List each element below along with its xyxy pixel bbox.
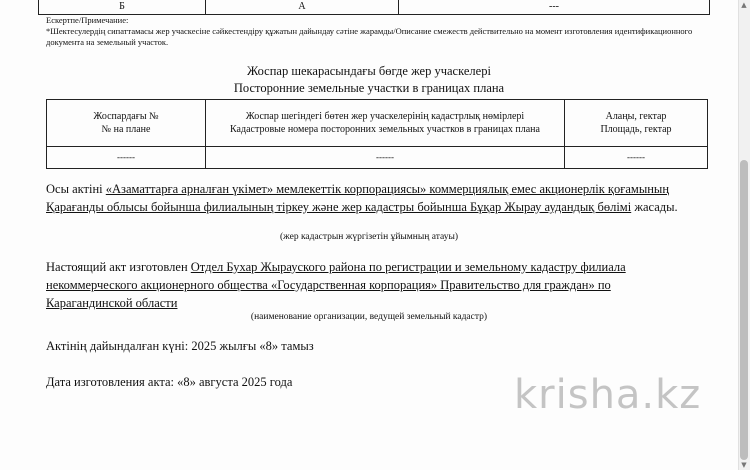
act-suffix-kz: жасады.: [631, 200, 678, 214]
notes-title: Ескертпе/Примечание:: [46, 15, 129, 25]
act-prefix-ru: Настоящий акт изготовлен: [46, 260, 191, 274]
scrollbar-thumb[interactable]: [740, 160, 748, 460]
date-ru: Дата изготовления акта: «8» августа 2025 года: [46, 375, 293, 389]
scroll-down-icon[interactable]: ▼: [741, 461, 747, 469]
plan-table: [46, 99, 708, 169]
caption-ru: (наименование организации, ведущей земельный кадастр): [250, 312, 488, 322]
organization-name-kz: «Азаматтарға арналған үкімет» мемлекеттік корпорациясы» коммерциялық емес акционерлік қоғамының Қарағанды облысы бойынша филиалының тіркеу және жер кадастры бойынша Бұқар Жырау аудандық бөлімі: [46, 182, 670, 214]
top-table-cell: ---: [549, 1, 559, 12]
top-table-cell: А: [206, 0, 399, 14]
plan-table-cell: ------: [206, 147, 565, 169]
plan-table-header-area: Алаңы, гектар Площадь, гектар: [565, 100, 708, 147]
top-table-fragment: [38, 0, 710, 15]
plan-table-cell: ------: [565, 147, 708, 169]
date-kz: Актінің дайындалған күні: 2025 жылғы «8» тамыз: [46, 339, 314, 353]
organization-name-ru: Отдел Бухар Жырауского района по регистрации и земельному кадастру филиала некоммерческого акционерного общества «Государственная корпорация» Правительство для граждан» по Карагандинской области: [46, 260, 626, 310]
section-title-kz: Жоспар шекарасындағы бөгде жер учаскелері: [247, 64, 491, 78]
plan-table-header-number: Жоспардағы № № на плане: [47, 100, 206, 147]
plan-table-header-cadastral: Жоспар шегіндегі бөтен жер учаскелерінің кадастрлық нөмірлері Кадастровые номера посторонних земельных участков в границах плана: [206, 100, 565, 147]
top-table-cell: Б: [39, 0, 206, 14]
plan-table-cell: ------: [47, 147, 206, 169]
act-prefix-kz: Осы актіні: [46, 182, 106, 196]
section-title-ru: Посторонние земельные участки в границах плана: [233, 81, 505, 95]
act-paragraph-ru: [46, 258, 696, 312]
caption-kz: (жер кадастрын жүргізетін ұйымның атауы): [280, 232, 458, 242]
watermark-logo: krisha.kz: [514, 372, 702, 418]
notes-text: *Шектесулердің сипаттамасы жер учаскесіне сәйкестендіру құжатын дайындау сәтіне жарамды/Описание смежеств действительно на момент изготовления идентификационного документа на земельный участок.: [46, 26, 693, 47]
act-paragraph-kz: [46, 180, 696, 216]
scroll-up-icon[interactable]: ▲: [741, 1, 747, 9]
